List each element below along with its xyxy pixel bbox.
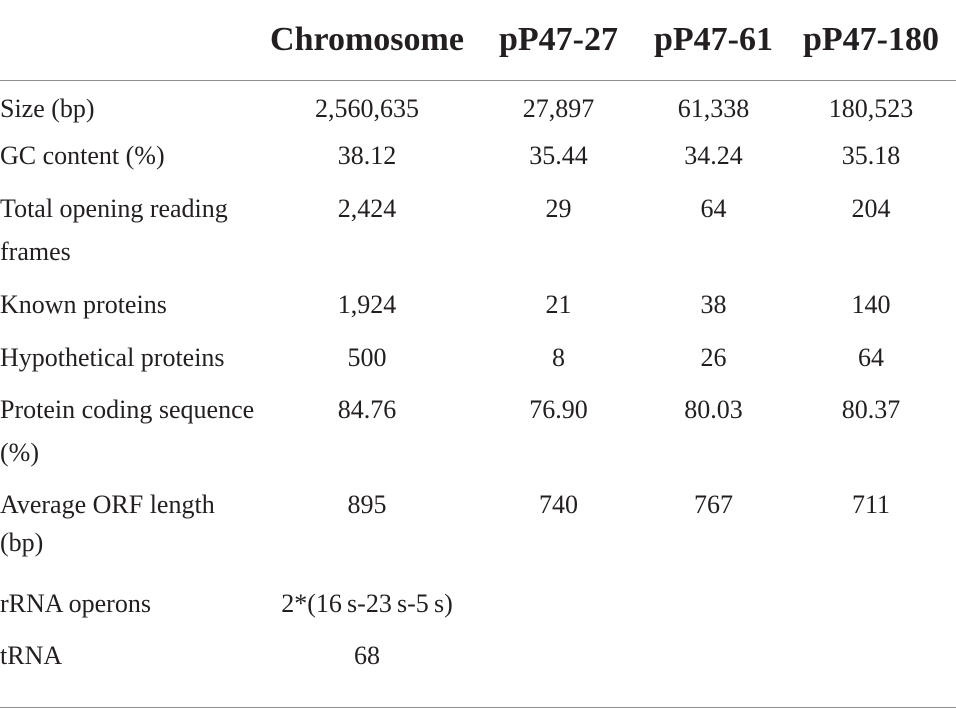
table-cell: 35.18	[841, 141, 901, 170]
table-cell: 64	[700, 194, 727, 223]
row-label: Known proteins	[0, 290, 167, 319]
row-label: GC content (%)	[0, 141, 165, 170]
table-cell: 26	[700, 343, 727, 372]
table-cell: 84.76	[337, 395, 397, 424]
table-cell: 68	[354, 641, 380, 670]
table-cell: 711	[851, 490, 891, 519]
table-cell: 2,560,635	[315, 94, 419, 123]
row-label: tRNA	[0, 641, 63, 670]
table-row	[0, 187, 956, 283]
row-label: rRNA operons	[0, 589, 151, 618]
row-label: Hypothetical proteins	[0, 343, 225, 372]
table-cell: 2,424	[337, 194, 397, 223]
table-cell: 38	[700, 290, 727, 319]
table-cell: 35.44	[529, 141, 588, 170]
table-row	[0, 582, 956, 634]
table-cell: 8	[552, 343, 565, 372]
table-cell: 64	[858, 343, 884, 372]
table-cell: 140	[851, 290, 891, 319]
table-cell: 27,897	[522, 94, 595, 123]
table-row	[0, 81, 956, 135]
table-row	[0, 388, 956, 485]
table-cell: 2*(16 s-23 s-5 s)	[281, 589, 453, 618]
table-cell: 740	[539, 490, 578, 519]
table-cell	[786, 634, 956, 688]
table-row	[0, 283, 956, 336]
row-label: Size (bp)	[0, 94, 95, 123]
table-row	[0, 634, 956, 688]
table-row	[0, 336, 956, 388]
table-row	[0, 485, 956, 582]
table-cell: 500	[347, 343, 387, 372]
table-cell: 80.37	[841, 395, 901, 424]
header-cell-pp47-61: pP47-61	[641, 0, 786, 81]
table-cell: 180,523	[828, 94, 914, 123]
header-cell-pp47-27: pP47-27	[476, 0, 641, 81]
table-cell: 204	[851, 194, 891, 223]
table-cell	[641, 634, 786, 688]
table-header-row	[0, 0, 956, 81]
table-cell: 38.12	[337, 141, 397, 170]
table-cell	[476, 582, 641, 634]
table-cell	[641, 582, 786, 634]
header-cell-feature	[0, 0, 258, 81]
table-cell	[786, 582, 956, 634]
table-cell: 29	[545, 194, 572, 223]
table-row	[0, 134, 956, 187]
table-cell: 767	[694, 490, 733, 519]
table-cell: 80.03	[684, 395, 743, 424]
table-cell: 76.90	[529, 395, 588, 424]
row-label: Total opening reading frames	[0, 194, 228, 266]
table-cell: 34.24	[684, 141, 743, 170]
row-label: Average ORF length (bp)	[0, 490, 215, 557]
table-bottom-rule	[0, 707, 956, 708]
row-label: Protein coding sequence (%)	[0, 395, 255, 467]
header-cell-pp47-180: pP47-180	[786, 0, 956, 81]
table-cell: 895	[347, 490, 387, 519]
table-cell: 61,338	[677, 94, 750, 123]
header-cell-chromosome: Chromosome	[258, 0, 476, 81]
table-cell: 21	[545, 290, 572, 319]
table-cell: 1,924	[337, 290, 397, 319]
table-cell	[476, 634, 641, 688]
